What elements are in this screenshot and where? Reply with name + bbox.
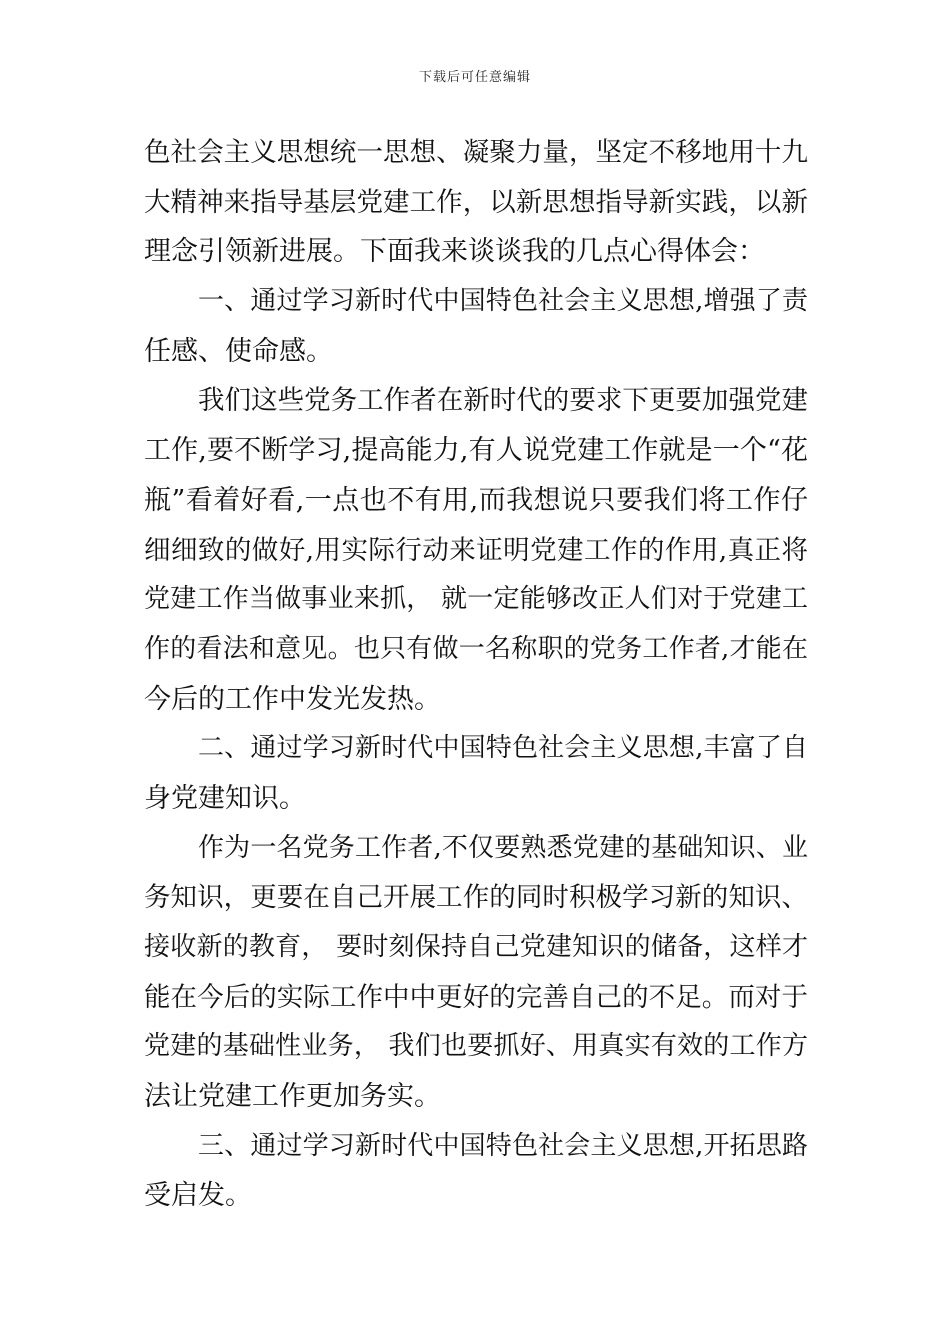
- text-line: 二、通过学习新时代中国特色社会主义思想,丰富了自: [198, 733, 808, 764]
- text-line: 党建工作当做事业来抓， 就一定能够改正人们对于党建工: [144, 584, 808, 615]
- text-line: 大精神来指导基层党建工作，以新思想指导新实践，以新: [144, 186, 808, 218]
- text-line: 务知识，更要在自己开展工作的同时积极学习新的知识、: [144, 882, 808, 914]
- page-header: 下载后可任意编辑: [418, 70, 531, 85]
- text-line: 三、通过学习新时代中国特色社会主义思想,开拓思路: [198, 1130, 808, 1161]
- text-line: 我们这些党务工作者在新时代的要求下更要加强党建: [198, 385, 808, 417]
- text-line: 今后的工作中发光发热。: [144, 683, 441, 715]
- text-line: 法让党建工作更加务实。: [144, 1081, 441, 1113]
- text-line: 作的看法和意见。也只有做一名称职的党务工作者,才能在: [144, 633, 808, 664]
- text-line: 接收新的教育， 要时刻保持自己党建知识的储备，这样才: [144, 932, 808, 962]
- text-line: 一、通过学习新时代中国特色社会主义思想,增强了责: [198, 286, 808, 317]
- text-line: 能在今后的实际工作中中更好的完善自己的不足。而对于: [144, 981, 808, 1013]
- text-line: 理念引领新进展。下面我来谈谈我的几点心得体会：: [144, 236, 765, 268]
- text-line: 任感、使命感。: [144, 335, 333, 367]
- text-line: 党建的基础性业务， 我们也要抓好、用真实有效的工作方: [144, 1031, 808, 1062]
- text-line: 身党建知识。: [144, 782, 306, 814]
- text-line: 受启发。: [144, 1180, 252, 1212]
- text-line: 色社会主义思想统一思想、凝聚力量，坚定不移地用十九: [144, 137, 808, 168]
- text-line: 作为一名党务工作者,不仅要熟悉党建的基础知识、业: [198, 832, 808, 863]
- text-line: 工作,要不断学习,提高能力,有人说党建工作就是一个“花: [144, 435, 808, 467]
- text-line: 细细致的做好,用实际行动来证明党建工作的作用,真正将: [144, 534, 808, 566]
- text-line: 瓶”看着好看,一点也不有用,而我想说只要我们将工作仔: [144, 484, 808, 516]
- document-body: [144, 128, 808, 1221]
